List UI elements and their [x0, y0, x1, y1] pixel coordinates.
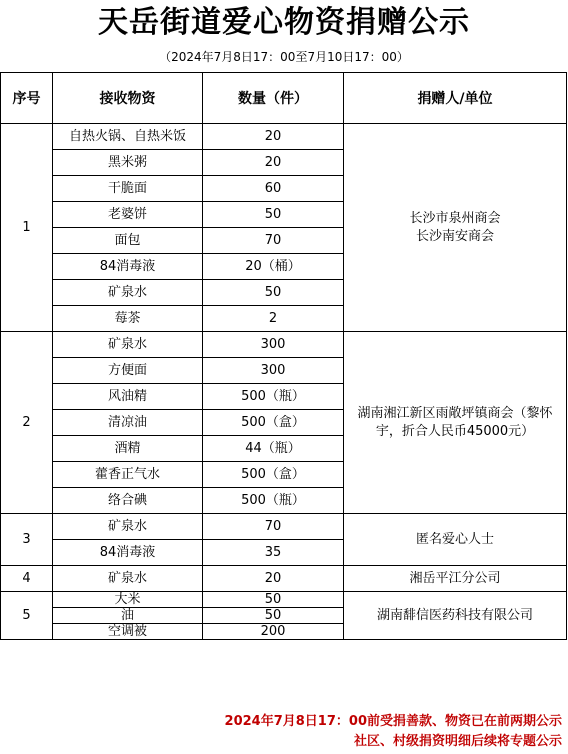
quantity-cell: 35	[203, 540, 344, 566]
donor-cell: 湘岳平江分公司	[344, 566, 567, 592]
quantity-cell: 50	[203, 608, 344, 624]
item-cell: 自热火锅、自热米饭	[53, 124, 203, 150]
table-row	[1, 514, 567, 540]
item-cell: 莓茶	[53, 306, 203, 332]
item-cell: 矿泉水	[53, 280, 203, 306]
item-cell: 面包	[53, 228, 203, 254]
quantity-cell: 44（瓶）	[203, 436, 344, 462]
quantity-cell: 20	[203, 150, 344, 176]
page-subtitle: （2024年7月8日17：00至7月10日17：00）	[159, 50, 409, 64]
item-cell: 黑米粥	[53, 150, 203, 176]
item-cell: 84消毒液	[53, 254, 203, 280]
item-cell: 大米	[53, 592, 203, 608]
header-item: 接收物资	[53, 73, 203, 124]
item-cell: 油	[53, 608, 203, 624]
table-header-row	[1, 73, 567, 124]
donor-cell: 匿名爱心人士	[344, 514, 567, 566]
item-cell: 84消毒液	[53, 540, 203, 566]
table-row	[1, 124, 567, 150]
item-cell: 清凉油	[53, 410, 203, 436]
quantity-cell: 500（瓶）	[203, 384, 344, 410]
quantity-cell: 50	[203, 202, 344, 228]
footer-line-2: 社区、村级捐资明细后续将专题公示	[353, 734, 562, 749]
quantity-cell: 20	[203, 566, 344, 592]
donor-cell: 长沙市泉州商会 长沙南安商会	[344, 124, 567, 332]
quantity-cell: 200	[203, 624, 344, 640]
item-cell: 矿泉水	[53, 566, 203, 592]
item-cell: 风油精	[53, 384, 203, 410]
item-cell: 空调被	[53, 624, 203, 640]
quantity-cell: 300	[203, 358, 344, 384]
quantity-cell: 500（瓶）	[203, 488, 344, 514]
donor-cell: 湖南湘江新区雨敞坪镇商会（黎怀宇，折合人民币45000元）	[344, 332, 567, 514]
item-cell: 矿泉水	[53, 332, 203, 358]
donor-cell: 湖南馡信医药科技有限公司	[344, 592, 567, 640]
quantity-cell: 70	[203, 228, 344, 254]
seq-cell: 1	[1, 124, 53, 332]
item-cell: 老婆饼	[53, 202, 203, 228]
item-cell: 酒精	[53, 436, 203, 462]
item-cell: 藿香正气水	[53, 462, 203, 488]
seq-cell: 4	[1, 566, 53, 592]
footer-note	[0, 712, 562, 752]
seq-cell: 3	[1, 514, 53, 566]
quantity-cell: 500（盒）	[203, 410, 344, 436]
header-qty: 数量（件）	[203, 73, 344, 124]
item-cell: 矿泉水	[53, 514, 203, 540]
quantity-cell: 300	[203, 332, 344, 358]
quantity-cell: 50	[203, 592, 344, 608]
quantity-cell: 60	[203, 176, 344, 202]
quantity-cell: 70	[203, 514, 344, 540]
header-seq: 序号	[1, 73, 53, 124]
item-cell: 络合碘	[53, 488, 203, 514]
seq-cell: 5	[1, 592, 53, 640]
quantity-cell: 500（盒）	[203, 462, 344, 488]
table-row	[1, 332, 567, 358]
donation-table	[0, 72, 567, 640]
page-title: 天岳街道爱心物资捐赠公示	[98, 5, 470, 40]
quantity-cell: 50	[203, 280, 344, 306]
header-donor: 捐赠人/单位	[344, 73, 567, 124]
footer-line-1: 2024年7月8日17：00前受捐善款、物资已在前两期公示	[224, 714, 562, 729]
table-row	[1, 592, 567, 608]
quantity-cell: 20	[203, 124, 344, 150]
seq-cell: 2	[1, 332, 53, 514]
item-cell: 方便面	[53, 358, 203, 384]
quantity-cell: 20（桶）	[203, 254, 344, 280]
item-cell: 干脆面	[53, 176, 203, 202]
table-row	[1, 566, 567, 592]
table-body	[1, 124, 567, 640]
quantity-cell: 2	[203, 306, 344, 332]
